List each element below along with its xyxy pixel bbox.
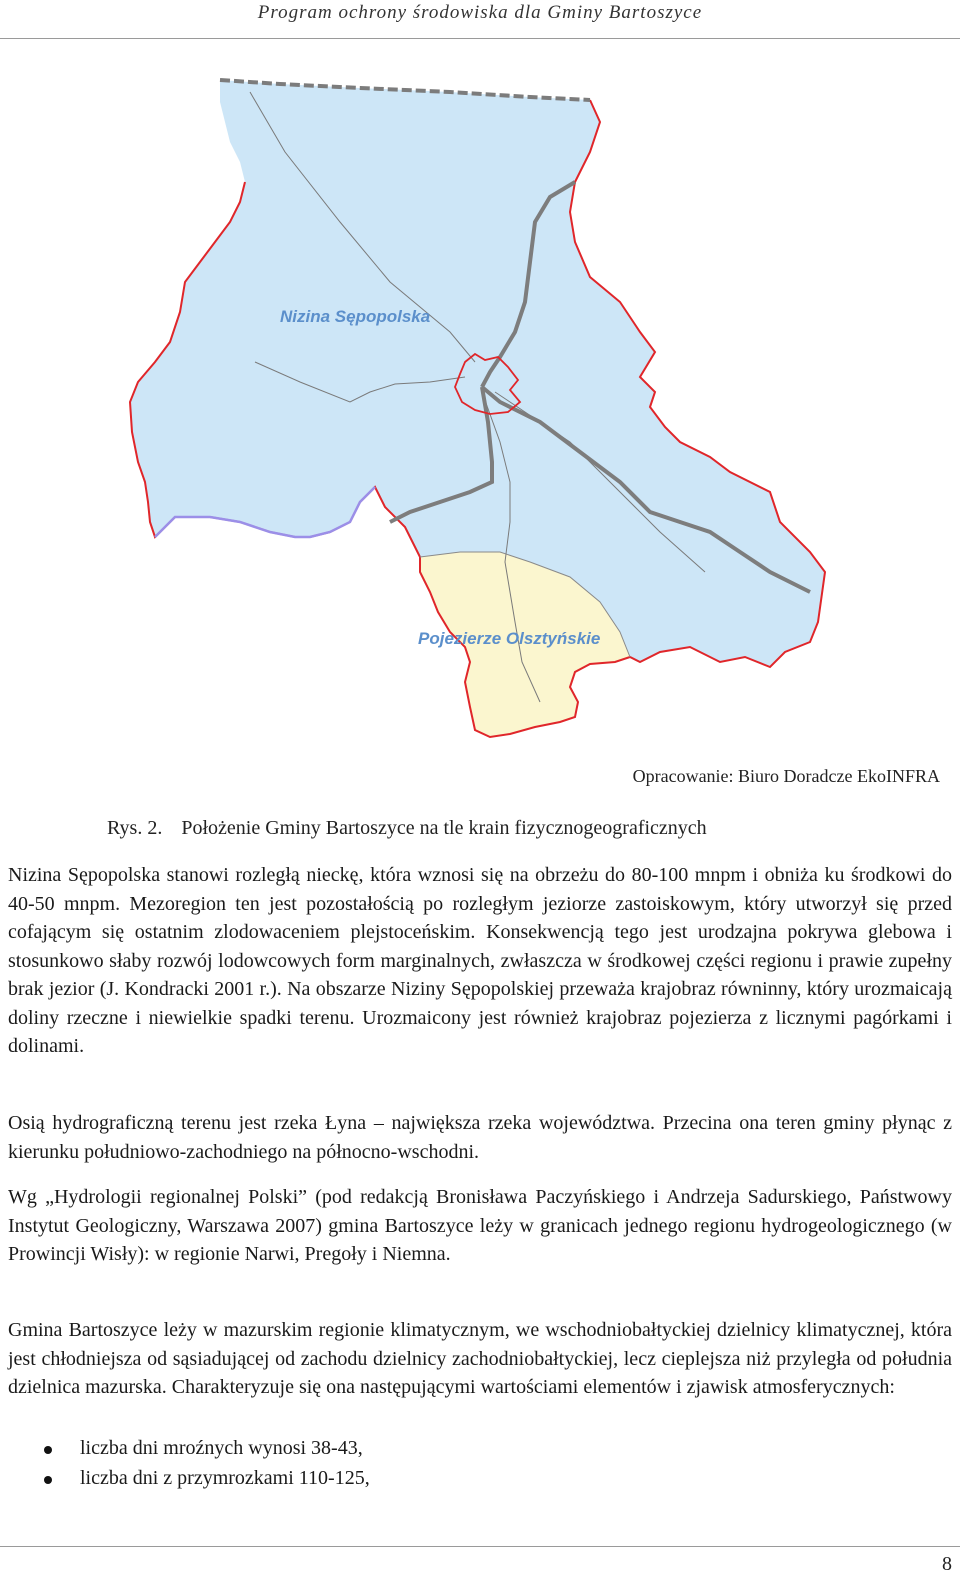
figure-caption <box>107 817 707 840</box>
north-region-label: Nizina Sępopolska <box>280 307 431 326</box>
list-item <box>44 1464 370 1494</box>
paragraph: Osią hydrograficzną terenu jest rzeka Łyna – największa rzeka województwa. Przecina ona teren gminy płynąc z kierunku południowo-zachodniego na północno-wschodni. <box>8 1112 952 1163</box>
paragraph: Wg „Hydrologii regionalnej Polski” (pod redakcją Bronisława Paczyńskiego i Andrzeja Sadurskiego, Państwowy Instytut Geologiczny, Warszawa 2007) gmina Bartoszyce leży w granicach jednego regionu hydrogeologicznego (w Prowincji Wisły): w regionie Narwi, Pregoły i Niemna. <box>8 1186 952 1265</box>
bullet-icon <box>44 1476 52 1484</box>
south-region-label: Pojezierze Olsztyńskie <box>418 629 601 648</box>
list-item-text: liczba dni z przymrozkami 110-125, <box>80 1466 370 1489</box>
list-item-text: liczba dni mroźnych wynosi 38-43, <box>80 1437 363 1459</box>
region-map <box>120 62 850 752</box>
list-item <box>44 1434 370 1464</box>
header-divider <box>0 38 960 39</box>
bullet-icon <box>44 1446 52 1454</box>
figure-credit: Opracowanie: Biuro Doradcze EkoINFRA <box>632 766 940 786</box>
page-header <box>0 0 960 40</box>
figure-caption-text: Położenie Gminy Bartoszyce na tle krain fizycznogeograficznych <box>181 817 707 839</box>
header-title: Program ochrony środowiska dla Gminy Bartoszyce <box>257 2 703 23</box>
paragraph: Gmina Bartoszyce leży w mazurskim regionie klimatycznym, we wschodniobałtyckiej dzielnicy klimatycznej, która jest chłodniejsza od sąsiadującej od zachodu dzielnicy zachodniobałtyckiej, lecz cieplejsza niż przyległa od południa dzielnica mazurska. Charakteryzuje się ona następującymi wartościami elementów i zjawisk atmosferycznych: <box>8 1319 952 1398</box>
page-number: 8 <box>942 1553 952 1575</box>
paragraph: Nizina Sępopolska stanowi rozległą nieckę, która wznosi się na obrzeżu do 80-100 mnpm i obniża ku środkowi do 40-50 mnpm. Mezoregion ten jest pozostałością po rozległym jeziorze zastoiskowym, który utworzył się przed cofającym się ostatnim zlodowaceniem plejstoceńskim. Konsekwencją tego jest urodzajna pokrywa glebowa i stosunkowo słaby rozwój lodowcowych form marginalnych, zwłaszcza w środkowej części regionu i prawie zupełny brak jezior (J. Kondracki 2001 r.). Na obszarze Niziny Sępopolskiej przeważa krajobraz równinny, który urozmaicają doliny rzeczne i niewielkie spadki terenu. Urozmaicony jest również krajobraz pojezierza z licznymi pagórkami i dolinami. <box>8 864 952 1057</box>
figure-number: Rys. 2. <box>107 817 163 839</box>
footer-divider <box>0 1546 960 1547</box>
climate-list <box>44 1434 370 1493</box>
region-map-svg <box>120 62 850 752</box>
